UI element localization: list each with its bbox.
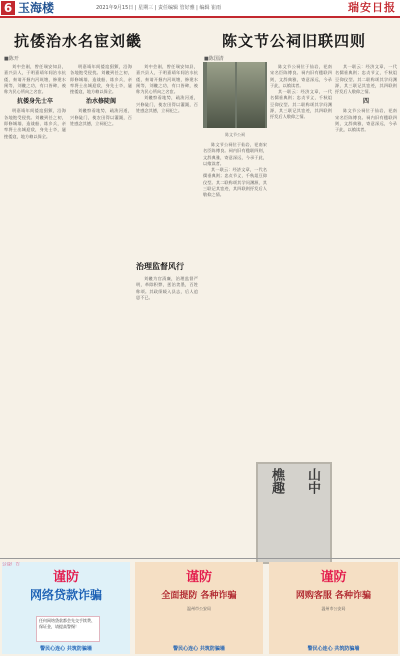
right-article-column-2	[270, 64, 332, 458]
psa-ad-online-shopping	[269, 562, 398, 654]
ad-warning: 谨防	[185, 570, 212, 585]
byline-left: ■陈开	[4, 56, 19, 62]
paragraph: 其一联云：经济文章，一代名儒垂典则；忠贞节义，千秋俎豆仰仪型。其二联称颂其学问渊源，其三联记其宦迹，其四联则抒发后人敬仰之情。	[203, 167, 267, 198]
photo-caption-box	[203, 130, 267, 140]
paragraph: 刘畿为官清廉，治理监督严明，革除积弊，惩治贪墨，百姓称颂。其政绩载入县志，后人追思不已。	[136, 276, 198, 300]
section-number: 四	[362, 98, 369, 106]
paragraph: 陈文节公祠位于仙岩，祀南宋名臣陈傅良。祠内旧有楹联四则，文辞典雅，寄意深远，今录于此，以飨读者。	[203, 142, 267, 166]
psa-ad-loan-fraud	[2, 562, 130, 654]
page-number: 6	[1, 1, 15, 15]
paragraph: 刘畿察看地势，疏浚河道，兴修陡门，使农田得以灌溉，百姓感念其德，立祠祀之。	[136, 95, 198, 114]
left-article-column-3b	[136, 276, 198, 554]
left-article-column-2	[70, 64, 132, 554]
paragraph: 明嘉靖年间倭寇猖獗，沿海各地饱受侵扰。刘畿到任之初，即修城墙、造战船、练乡兵，亲率将士出城迎敌，身先士卒，屡挫倭寇，地方赖以保全。	[4, 108, 66, 139]
ad-footer: 警民心连心 共筑防骗墙	[307, 646, 360, 652]
paragraph: 明嘉靖年间倭寇猖獗，沿海各地饱受侵扰。刘畿到任之初，即修城墙、造战船、练乡兵，亲率将士出城迎敌，身先士卒，屡挫倭寇，地方赖以保全。	[70, 64, 132, 95]
left-article-column-1	[4, 64, 66, 554]
ad-headline: 网络贷款诈骗	[29, 588, 102, 602]
section-title: 玉海楼	[18, 1, 55, 15]
paragraph: 刘畿察看地势，疏浚河道，兴修陡门，使农田得以灌溉，百姓感念其德，立祠祀之。	[70, 108, 132, 127]
ad-notice-card	[36, 616, 100, 642]
left-article-column-3	[136, 64, 198, 260]
article-headline-right: 陈文节公祠旧联四则	[222, 32, 367, 50]
plaque-text: 山中	[305, 468, 320, 494]
ad-note: 温州市公安局	[187, 606, 211, 611]
shrine-photo	[203, 62, 267, 128]
ad-note: 温州市公安局	[321, 606, 346, 611]
byline-right: ■陈国清	[204, 56, 224, 62]
ad-warning: 谨防	[52, 570, 79, 585]
page-header	[0, 0, 400, 18]
ad-footer: 警民心连心 共筑防骗墙	[173, 646, 225, 652]
ad-note: 任何网络贷款都会先交手续费、保证金，请提高警惕！	[39, 618, 95, 629]
ad-headline: 网购客服 各种诈骗	[295, 591, 372, 601]
ad-divider	[0, 558, 400, 559]
ad-warning: 谨防	[320, 570, 347, 585]
ad-footer: 警民心连心 共筑防骗墙	[40, 646, 92, 652]
paragraph: 陈文节公祠位于仙岩，祀南宋名臣陈傅良。祠内旧有楹联四则，文辞典雅，寄意深远，今录于此，以飨读者。	[270, 64, 332, 88]
newspaper-logo: 瑞安日报	[348, 1, 396, 14]
paragraph: 其一联云：经济文章，一代名儒垂典则；忠贞节义，千秋俎豆仰仪型。其二联称颂其学问渊源，其三联记其宦迹，其四联则抒发后人敬仰之情。	[270, 89, 332, 120]
ad-tag: 公益广告	[2, 562, 20, 567]
ad-headline: 全面提防 各种诈骗	[161, 591, 237, 601]
plaque-image	[256, 462, 332, 564]
section-heading: 治水修陡阆	[85, 98, 116, 106]
psa-ad-fraud	[135, 562, 263, 654]
paragraph: 其一联云：经济文章，一代名儒垂典则；忠贞节义，千秋俎豆仰仪型。其二联称颂其学问渊源，其三联记其宦迹，其四联则抒发后人敬仰之情。	[335, 64, 397, 95]
paragraph: 刘中会刚，曾任瑞安知县，嘉兴县人，于明嘉靖年间治水抗倭，奏请开掘内河筑塘，修建水闸等，刘畿之功，有口皆碑，被称为民心所向之名宦。	[4, 64, 66, 95]
right-article-column-3	[335, 64, 397, 554]
section-heading: 抗倭身先士卒	[16, 98, 53, 106]
subsection-title: 治理监督风行	[136, 262, 184, 271]
header-meta: 2021年9月15日 | 星期三 | 责任编辑 管好雅 | 编辑 崔雨	[96, 5, 222, 11]
plaque-text: 樵趣	[269, 468, 284, 494]
photo-caption: 陈文节公祠	[225, 132, 245, 137]
paragraph: 陈文节公祠位于仙岩，祀南宋名臣陈傅良。祠内旧有楹联四则，文辞典雅，寄意深远，今录于此，以飨读者。	[335, 108, 397, 133]
paragraph: 刘中会刚，曾任瑞安知县，嘉兴县人，于明嘉靖年间治水抗倭，奏请开掘内河筑塘，修建水闸等，刘畿之功，有口皆碑，被称为民心所向之名宦。	[136, 64, 198, 95]
article-headline-left: 抗倭治水名宦刘畿	[14, 32, 143, 50]
